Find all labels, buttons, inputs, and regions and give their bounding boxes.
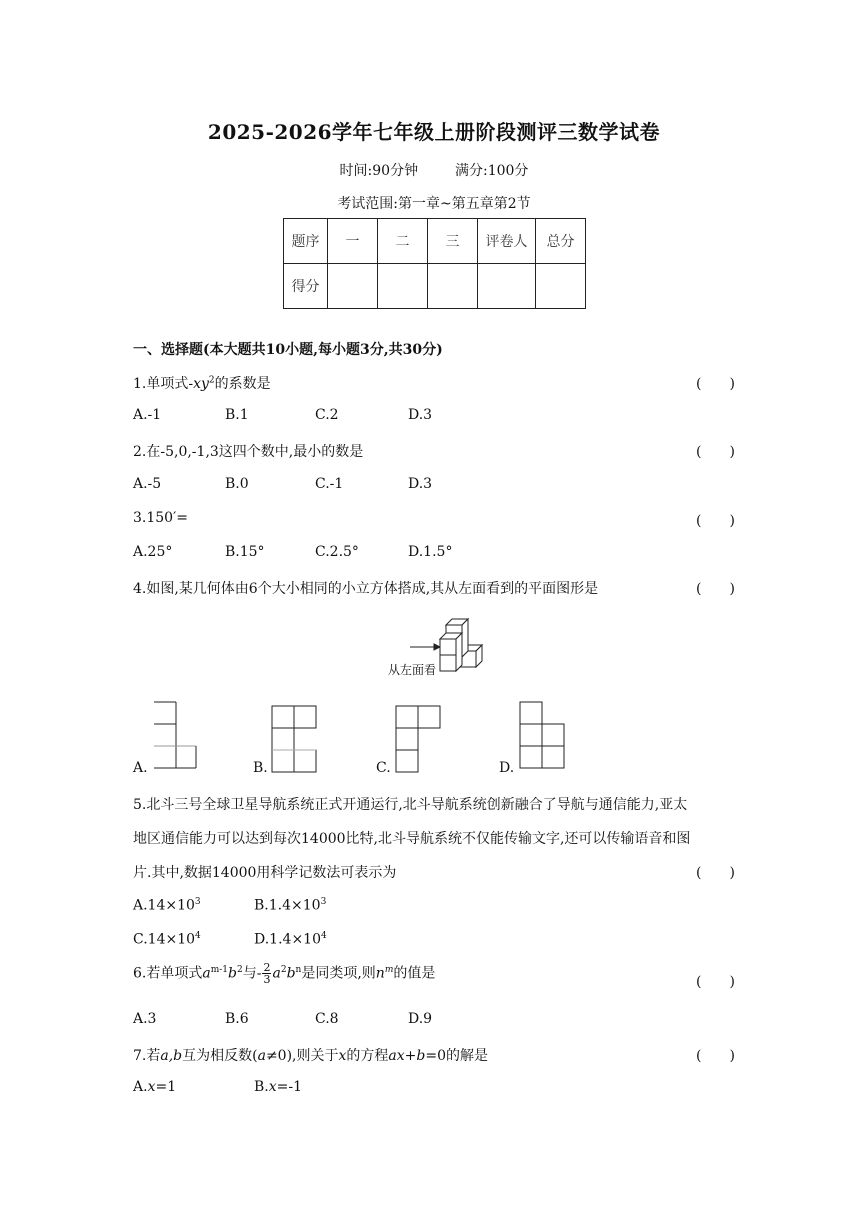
question-5-line-3: 片.其中,数据14000用科学记数法可表示为 xyxy=(133,865,397,881)
cube-side xyxy=(462,619,468,657)
q4-option-a-label: A. xyxy=(133,760,148,776)
score-cell[interactable] xyxy=(536,264,586,309)
cube-front xyxy=(440,655,456,671)
cube-front xyxy=(440,639,456,655)
score-table-header-row xyxy=(284,219,586,264)
question-1 xyxy=(133,373,271,393)
answer-bracket[interactable]: ( ) xyxy=(696,974,735,990)
score-table-score-row xyxy=(284,264,586,309)
option-a: A.x=1 xyxy=(133,1079,177,1095)
question-5-line-1: 5.北斗三号全球卫星导航系统正式开通运行,北斗导航系统创新融合了导航与通信能力,亚太 xyxy=(133,797,688,813)
score-table-header: 总分 xyxy=(536,219,586,264)
question-4: 4.如图,某几何体由6个大小相同的小立方体搭成,其从左面看到的平面图形是 xyxy=(133,581,599,597)
score-cell[interactable] xyxy=(428,264,478,309)
option-a: A.-5 xyxy=(133,476,162,492)
option-d: D.1.5° xyxy=(408,544,453,560)
option-b: B.x=-1 xyxy=(254,1079,303,1095)
question-6: 6.若单项式$a^{m-1}b^2$与- $\frac{2}{3}$ $a^2b^n$是同类项,则$n^m$的值是 xyxy=(133,961,436,986)
score-row-label: 得分 xyxy=(284,264,328,309)
cube-side xyxy=(456,633,462,671)
score-table-header: 一 xyxy=(328,219,378,264)
answer-bracket[interactable]: ( ) xyxy=(696,1048,735,1064)
q4-option-d-label: D. xyxy=(499,760,515,776)
question-5-line-2: 地区通信能力可以达到每次14000比特,北斗导航系统不仅能传输文字,还可以传输语音和图 xyxy=(133,831,691,847)
score-table xyxy=(283,218,586,309)
q1-prefix: 1.单项式- xyxy=(133,376,194,392)
exam-scope: 考试范围:第一章~第五章第2节 xyxy=(337,196,531,212)
answer-bracket[interactable]: ( ) xyxy=(696,444,735,460)
option-b: B.6 xyxy=(225,1011,249,1027)
option-a: A.-1 xyxy=(133,407,162,423)
option-a: $A.14\times 10^3$ xyxy=(133,897,201,914)
score-table-header: 题序 xyxy=(284,219,328,264)
answer-bracket[interactable]: ( ) xyxy=(696,376,735,392)
question-3: 3.150′= xyxy=(133,510,188,526)
figure-label: 从左面看 xyxy=(388,663,437,677)
option-b: B.0 xyxy=(225,476,249,492)
section-1-title: 一、选择题(本大题共10小题,每小题3分,共30分) xyxy=(133,342,443,358)
exam-full-score: 满分:100分 xyxy=(454,163,529,179)
answer-bracket[interactable]: ( ) xyxy=(696,581,735,597)
option-c: C.8 xyxy=(315,1011,339,1027)
option-d: $D.1.4\times 10^4$ xyxy=(254,931,327,948)
option-b: $B.1.4\times 10^3$ xyxy=(254,897,327,914)
option-a: A.3 xyxy=(133,1011,157,1027)
option-b: B.15° xyxy=(225,544,265,560)
q4-option-c-label: C. xyxy=(376,760,391,776)
score-cell[interactable] xyxy=(478,264,536,309)
q4-option-d-figure xyxy=(518,700,568,772)
score-table-header: 三 xyxy=(428,219,478,264)
option-d: D.3 xyxy=(408,407,433,423)
option-d: D.9 xyxy=(408,1011,433,1027)
score-table-header: 二 xyxy=(378,219,428,264)
q4-option-b-figure xyxy=(270,704,320,774)
q4-option-b-label: B. xyxy=(253,760,268,776)
exam-title: 2025-2026学年七年级上册阶段测评三数学试卷 xyxy=(207,120,661,144)
q1-var: xy xyxy=(193,376,209,392)
q1-suffix: 的系数是 xyxy=(214,376,271,392)
option-c: $C.14\times 10^4$ xyxy=(133,931,201,948)
view-arrowhead xyxy=(434,644,440,650)
option-b: B.1 xyxy=(225,407,249,423)
q4-option-c-figure xyxy=(394,704,444,774)
question-2: 2.在-5,0,-1,3这四个数中,最小的数是 xyxy=(133,444,364,460)
option-c: C.2 xyxy=(315,407,339,423)
answer-bracket[interactable]: ( ) xyxy=(696,513,735,529)
option-d: D.3 xyxy=(408,476,433,492)
exam-info xyxy=(0,160,868,180)
option-c: C.2.5° xyxy=(315,544,359,560)
option-a: A.25° xyxy=(133,544,173,560)
question-7: 7.若a,b互为相反数(a≠0),则关于x的方程ax+b=0的解是 xyxy=(133,1048,488,1064)
q1-exp: 2 xyxy=(208,375,215,386)
exam-time: 时间:90分钟 xyxy=(339,163,419,179)
answer-bracket[interactable]: ( ) xyxy=(696,865,735,881)
score-table-header: 评卷人 xyxy=(478,219,536,264)
score-cell[interactable] xyxy=(328,264,378,309)
score-cell[interactable] xyxy=(378,264,428,309)
q4-option-a-figure xyxy=(150,700,200,772)
option-c: C.-1 xyxy=(315,476,344,492)
fraction: $\frac{2}{3}$ xyxy=(263,961,271,986)
